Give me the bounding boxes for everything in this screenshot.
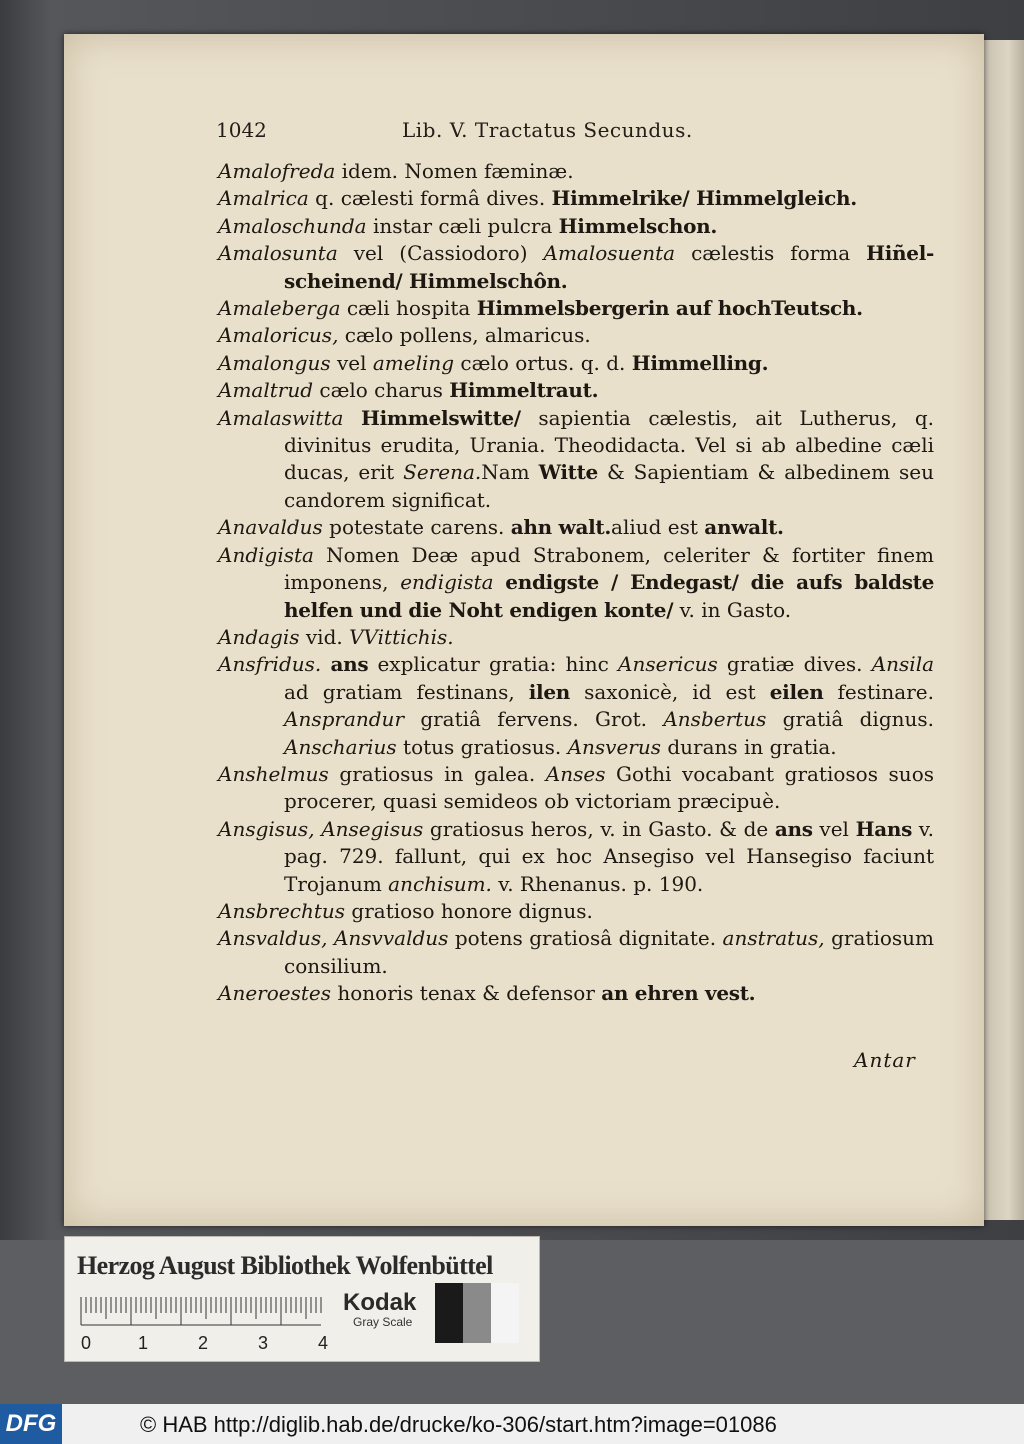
dictionary-entry xyxy=(218,980,934,1007)
fraktur-gloss: anwalt. xyxy=(704,515,784,540)
entry-text: q. cælesti formâ dives. xyxy=(308,186,552,211)
library-name: Herzog August Bibliothek Wolfenbüttel xyxy=(77,1251,493,1280)
entry-text: vel (Cassiodoro) xyxy=(337,241,544,266)
headword: Serena. xyxy=(403,460,482,485)
fraktur-gloss: ilen xyxy=(528,679,571,704)
ruler-label: 2 xyxy=(198,1333,209,1353)
entry-text: ad gratiam festinans, xyxy=(284,679,529,704)
entry-text: gratiosus heros, v. in Gasto. & de xyxy=(423,816,775,841)
entry-text xyxy=(494,570,506,594)
entry-text: gratiosus in galea. xyxy=(328,761,546,786)
entry-text: vid. xyxy=(299,624,350,649)
dictionary-entry xyxy=(218,158,934,185)
dictionary-entry xyxy=(218,405,934,515)
entry-text: cælestis forma xyxy=(675,241,867,266)
entry-text: festinare. xyxy=(823,679,934,704)
entry-text: saxonicè, id est xyxy=(570,679,770,704)
headword: Amalrica xyxy=(218,186,309,211)
entry-text: v. in Gasto. xyxy=(673,597,792,622)
headword: Amaloricus, xyxy=(218,323,339,348)
fraktur-gloss: Himmelsbergerin auf hochTeutsch. xyxy=(476,296,863,321)
gray-swatch xyxy=(491,1283,519,1343)
running-title: Lib. V. Tractatus Secundus. xyxy=(402,118,693,142)
dfg-logo: DFG xyxy=(0,1404,62,1444)
fraktur-gloss: Himmelling. xyxy=(631,350,769,375)
headword: Ansvaldus, Ansvvaldus xyxy=(218,926,449,951)
entry-text: honoris tenax & defensor xyxy=(331,981,602,1006)
headword: Andigista xyxy=(218,542,314,567)
gray-swatch xyxy=(463,1283,491,1343)
headword: Anavaldus xyxy=(218,515,323,540)
fraktur-gloss: ans xyxy=(774,816,813,841)
page-number: 1042 xyxy=(216,118,267,142)
ruler-label: 3 xyxy=(258,1333,269,1353)
entry-text: Nomen Deæ apud Strabonem, celeriter & fortiter finem imponens, xyxy=(284,542,934,595)
entry-text: durans in gratia. xyxy=(661,734,837,759)
entry-text: aliud est xyxy=(611,515,705,540)
fraktur-gloss: Himmelswitte/ xyxy=(360,405,521,430)
dictionary-entry xyxy=(218,651,934,761)
headword: anstratus, xyxy=(722,926,825,951)
headword: Ansfridus. xyxy=(218,652,322,677)
headword: Amaltrud xyxy=(218,378,314,403)
fraktur-gloss: ans xyxy=(330,652,369,677)
dictionary-entry xyxy=(218,761,934,816)
dictionary-entry xyxy=(218,898,934,925)
entry-text: Nam xyxy=(481,460,539,485)
fraktur-gloss: endigste / Endegast/ die aufs baldste helfen und die Noht endigen konte/ xyxy=(284,570,935,622)
facing-page-edge xyxy=(984,40,1024,1220)
ruler-label: 1 xyxy=(138,1333,149,1353)
headword: Anshelmus xyxy=(218,761,329,786)
dictionary-entry xyxy=(218,350,934,377)
headword: Ansbertus xyxy=(663,707,767,732)
entry-text: instar cæli pulcra xyxy=(366,213,559,238)
dictionary-entry xyxy=(218,185,934,212)
entry-text: potens gratiosâ dignitate. xyxy=(448,926,723,951)
headword: Ansila xyxy=(871,652,935,677)
dictionary-entry xyxy=(218,322,934,349)
entry-text: Gothi vocabant gratiosos suos procerer, quasi semideos ob victoriam præcipuè. xyxy=(284,761,934,814)
headword: Amalosuenta xyxy=(543,241,676,266)
headword: Anscharius xyxy=(284,734,397,759)
catchword: Antar xyxy=(854,1048,916,1072)
entry-text: gratiâ dignus. xyxy=(766,707,935,732)
kodak-logo: Kodak xyxy=(343,1289,417,1316)
entry-text: gratioso honore dignus. xyxy=(345,898,593,923)
headword: Ansprandur xyxy=(284,707,404,732)
entry-text: idem. Nomen fæminæ. xyxy=(335,159,574,183)
dictionary-entry xyxy=(218,542,934,624)
dictionary-entry xyxy=(218,377,934,404)
headword: anchisum. xyxy=(388,871,492,896)
entry-text: potestate carens. xyxy=(322,515,511,540)
copyright-link[interactable]: © HAB http://diglib.hab.de/drucke/ko-306/start.htm?image=01086 xyxy=(140,1412,777,1437)
headword: Amalongus xyxy=(218,350,331,375)
entry-text: gratiosum consilium. xyxy=(284,926,934,978)
entry-text: cæli hospita xyxy=(340,296,477,321)
headword: Andagis xyxy=(218,624,300,649)
fraktur-gloss: Hiñel-scheinend/ Himmelschôn. xyxy=(284,241,934,293)
headword: Ansgisus, Ansegisus xyxy=(218,816,424,841)
fraktur-gloss: Hans xyxy=(855,816,913,841)
ruler-label: 4 xyxy=(318,1333,329,1353)
headword: Anses xyxy=(545,761,606,786)
entry-text: totus gratiosus. xyxy=(396,734,568,759)
entry-text xyxy=(343,406,361,430)
entry-text: & Sapientiam & albedinem seu candorem significat. xyxy=(284,460,934,512)
dictionary-entry xyxy=(218,514,934,541)
entry-text: vel xyxy=(330,350,373,375)
headword: Ansericus xyxy=(618,652,718,677)
headword: Ansbrechtus xyxy=(218,898,346,923)
dictionary-entry xyxy=(218,240,934,295)
headword: Amalosunta xyxy=(218,241,338,266)
headword: Amalaswitta xyxy=(218,405,344,430)
gray-scale-label: Gray Scale xyxy=(353,1315,413,1329)
dictionary-entry xyxy=(218,624,934,651)
dictionary-entry xyxy=(218,213,934,240)
headword: VVittichis. xyxy=(349,624,454,649)
gray-swatches xyxy=(435,1283,519,1343)
entry-text: gratiæ dives. xyxy=(717,652,872,677)
headword: Ansverus xyxy=(567,734,661,759)
entry-text: gratiâ fervens. Grot. xyxy=(404,707,664,732)
page-header xyxy=(216,118,936,148)
entry-text: cælo pollens, almaricus. xyxy=(338,323,591,348)
fraktur-gloss: an ehren vest. xyxy=(601,981,756,1006)
dictionary-entry xyxy=(218,816,934,898)
gray-swatch xyxy=(435,1283,463,1343)
entry-text: vel xyxy=(812,816,856,841)
headword: endigista xyxy=(400,570,494,595)
headword: Amalofreda xyxy=(218,159,336,183)
dictionary-entry xyxy=(218,925,934,980)
ruler-label: 0 xyxy=(81,1333,92,1353)
entry-text: cælo ortus. q. d. xyxy=(454,350,632,375)
page-body xyxy=(218,158,934,1008)
headword: Amaleberga xyxy=(218,296,341,321)
headword: Amaloschunda xyxy=(218,213,367,238)
fraktur-gloss: Himmelrike/ Himmelgleich. xyxy=(551,186,857,211)
headword: Aneroestes xyxy=(218,981,331,1006)
dictionary-entry xyxy=(218,295,934,322)
fraktur-gloss: Himmeltraut. xyxy=(449,378,599,403)
fraktur-gloss: ahn walt. xyxy=(510,515,612,540)
entry-text: v. pag. 729. fallunt, qui ex hoc Ansegiso vel Hansegiso faciunt Trojanum xyxy=(284,816,935,896)
fraktur-gloss: Himmelschon. xyxy=(558,213,718,238)
fraktur-gloss: eilen xyxy=(769,679,824,704)
entry-text: sapientia cælestis, ait Lutherus, q. divinitus erudita, Urania. Theodidacta. Vel si ab albedine cæli ducas, erit xyxy=(284,405,935,485)
entry-text: v. Rhenanus. p. 190. xyxy=(491,871,704,896)
entry-text: cælo charus xyxy=(313,378,450,403)
fraktur-gloss: Witte xyxy=(538,460,598,485)
entry-text: explicatur gratia: hinc xyxy=(368,652,619,677)
library-color-card xyxy=(64,1236,540,1362)
scale-ruler xyxy=(77,1295,327,1353)
headword: ameling xyxy=(372,350,455,375)
